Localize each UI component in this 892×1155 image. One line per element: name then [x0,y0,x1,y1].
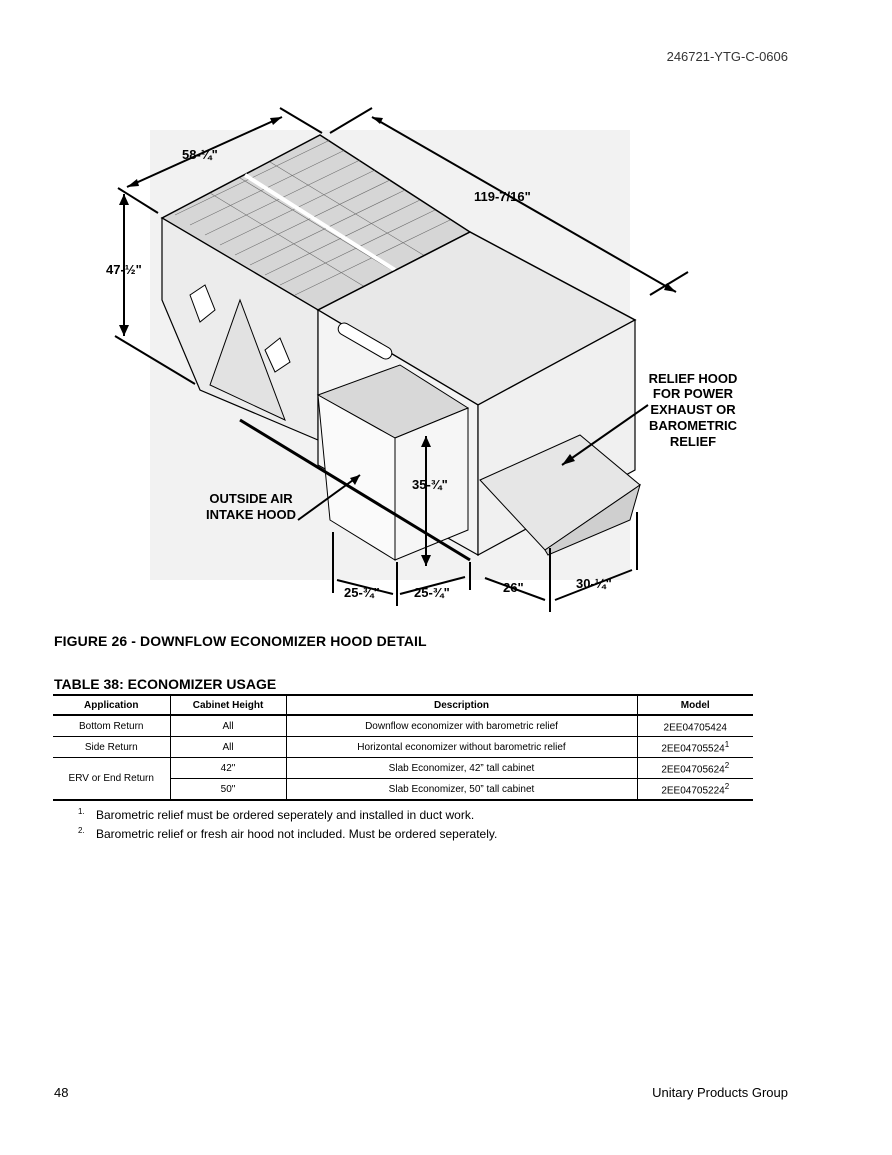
footnote-ref: 1 [724,739,730,749]
application-cell: Side Return [53,737,170,758]
callout-line: BAROMETRIC [648,418,738,433]
economizer-usage-table [53,694,753,801]
model-cell [637,758,753,779]
model-number: 2EE04705224 [661,785,725,797]
document-id: 246721-YTG-C-0606 [666,49,788,64]
dim-hood-depth-right-label: 25-¾" [414,585,450,600]
model-number: 2EE04705524 [661,743,725,755]
callout-line: RELIEF [669,434,717,449]
dim-hood-height-label: 35-¾" [412,477,448,492]
footnote-ref: 2 [724,781,730,791]
model-cell [637,737,753,758]
footnote [78,827,497,846]
cabinet-height-cell: All [170,715,286,737]
model-cell [637,779,753,801]
unit-drawing [100,100,738,620]
column-header-model: Model [637,695,753,715]
table-header-row [53,695,753,715]
table-row [53,715,753,737]
footnote-text: Barometric relief or fresh air hood not included. Must be ordered seperately. [96,827,498,841]
model-cell [637,715,753,737]
cabinet-height-cell: 50" [170,779,286,801]
description-cell: Downflow economizer with barometric relief [286,715,637,737]
relief-hood-callout [649,371,738,449]
footnote-number: 1. [78,807,85,816]
table-footnotes [78,808,497,846]
cabinet-height-cell: All [170,737,286,758]
dim-hood-depth-left-label: 25-¾" [344,585,380,600]
model-number: 2EE04705624 [661,764,725,776]
column-header-cabinet-height: Cabinet Height [170,695,286,715]
dim-relief-width-label: 30-¼" [576,576,612,591]
model-number: 2EE04705424 [663,722,727,734]
footnote-number: 2. [78,826,85,835]
callout-line: INTAKE HOOD [205,507,297,522]
figure-caption: FIGURE 26 - DOWNFLOW ECONOMIZER HOOD DETAIL [54,633,427,649]
table-row [53,758,753,779]
table-row [53,737,753,758]
column-header-application: Application [53,695,170,715]
description-cell: Slab Economizer, 50” tall cabinet [286,779,637,801]
column-header-description: Description [286,695,637,715]
dim-relief-depth-label: 26" [503,580,524,595]
callout-line: RELIEF HOOD [648,371,738,386]
description-cell: Horizontal economizer without barometric relief [286,737,637,758]
page-number: 48 [54,1085,69,1100]
cabinet-height-cell: 42" [170,758,286,779]
table-title: TABLE 38: ECONOMIZER USAGE [54,676,277,692]
callout-line: FOR POWER [652,386,734,401]
dim-height-label: 47-½" [106,262,142,277]
dim-width-label: 58-¼" [182,147,218,162]
outside-air-callout [206,491,296,522]
callout-line: OUTSIDE AIR [209,491,293,506]
footnote-ref: 2 [724,760,730,770]
application-cell: ERV or End Return [53,758,170,801]
application-cell: Bottom Return [53,715,170,737]
company-name: Unitary Products Group [652,1085,788,1100]
dim-length-label: 119-7/16" [474,189,531,204]
footnote [78,808,497,827]
footnote-text: Barometric relief must be ordered seperately and installed in duct work. [96,808,475,822]
callout-line: EXHAUST OR [650,402,736,417]
description-cell: Slab Economizer, 42” tall cabinet [286,758,637,779]
economizer-hood-figure [100,100,738,620]
